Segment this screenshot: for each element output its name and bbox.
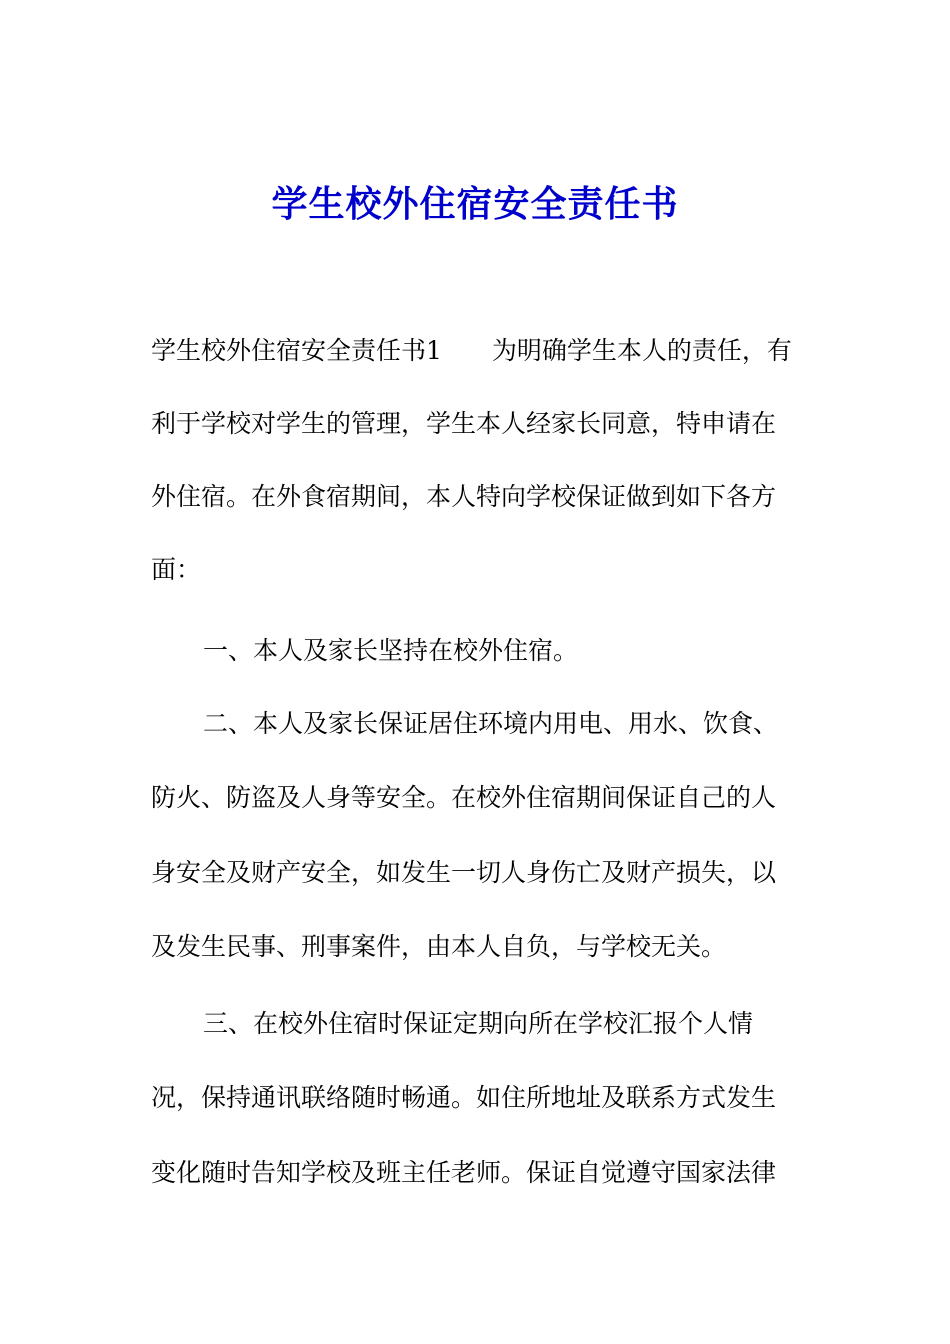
body-line: 变化随时告知学校及班主任老师。保证自觉遵守国家法律 [151,1158,777,1187]
clause-line: 二、本人及家长保证居住环境内用电、用水、饮食、 [203,709,779,738]
body-line: 防火、防盗及人身等安全。在校外住宿期间保证自己的人 [151,783,777,812]
body-line: 身安全及财产安全，如发生一切人身伤亡及财产损失，以 [151,858,777,887]
body-line: 面： [151,555,202,584]
body-line: 外住宿。在外食宿期间，本人特向学校保证做到如下各方 [151,482,777,511]
section-heading: 学生校外住宿安全责任书1 [151,336,442,365]
body-line: 及发生民事、刑事案件，由本人自负，与学校无关。 [151,932,727,961]
body-text: 为明确学生本人的责任，有 [491,336,792,365]
document-title: 学生校外住宿安全责任书 [271,183,679,225]
clause-line: 三、在校外住宿时保证定期向所在学校汇报个人情 [203,1009,754,1038]
body-line: 利于学校对学生的管理，学生本人经家长同意，特申请在 [151,409,777,438]
clause-line: 一、本人及家长坚持在校外住宿。 [203,636,579,665]
body-line: 况，保持通讯联络随时畅通。如住所地址及联系方式发生 [151,1083,777,1112]
body-line [151,333,792,369]
